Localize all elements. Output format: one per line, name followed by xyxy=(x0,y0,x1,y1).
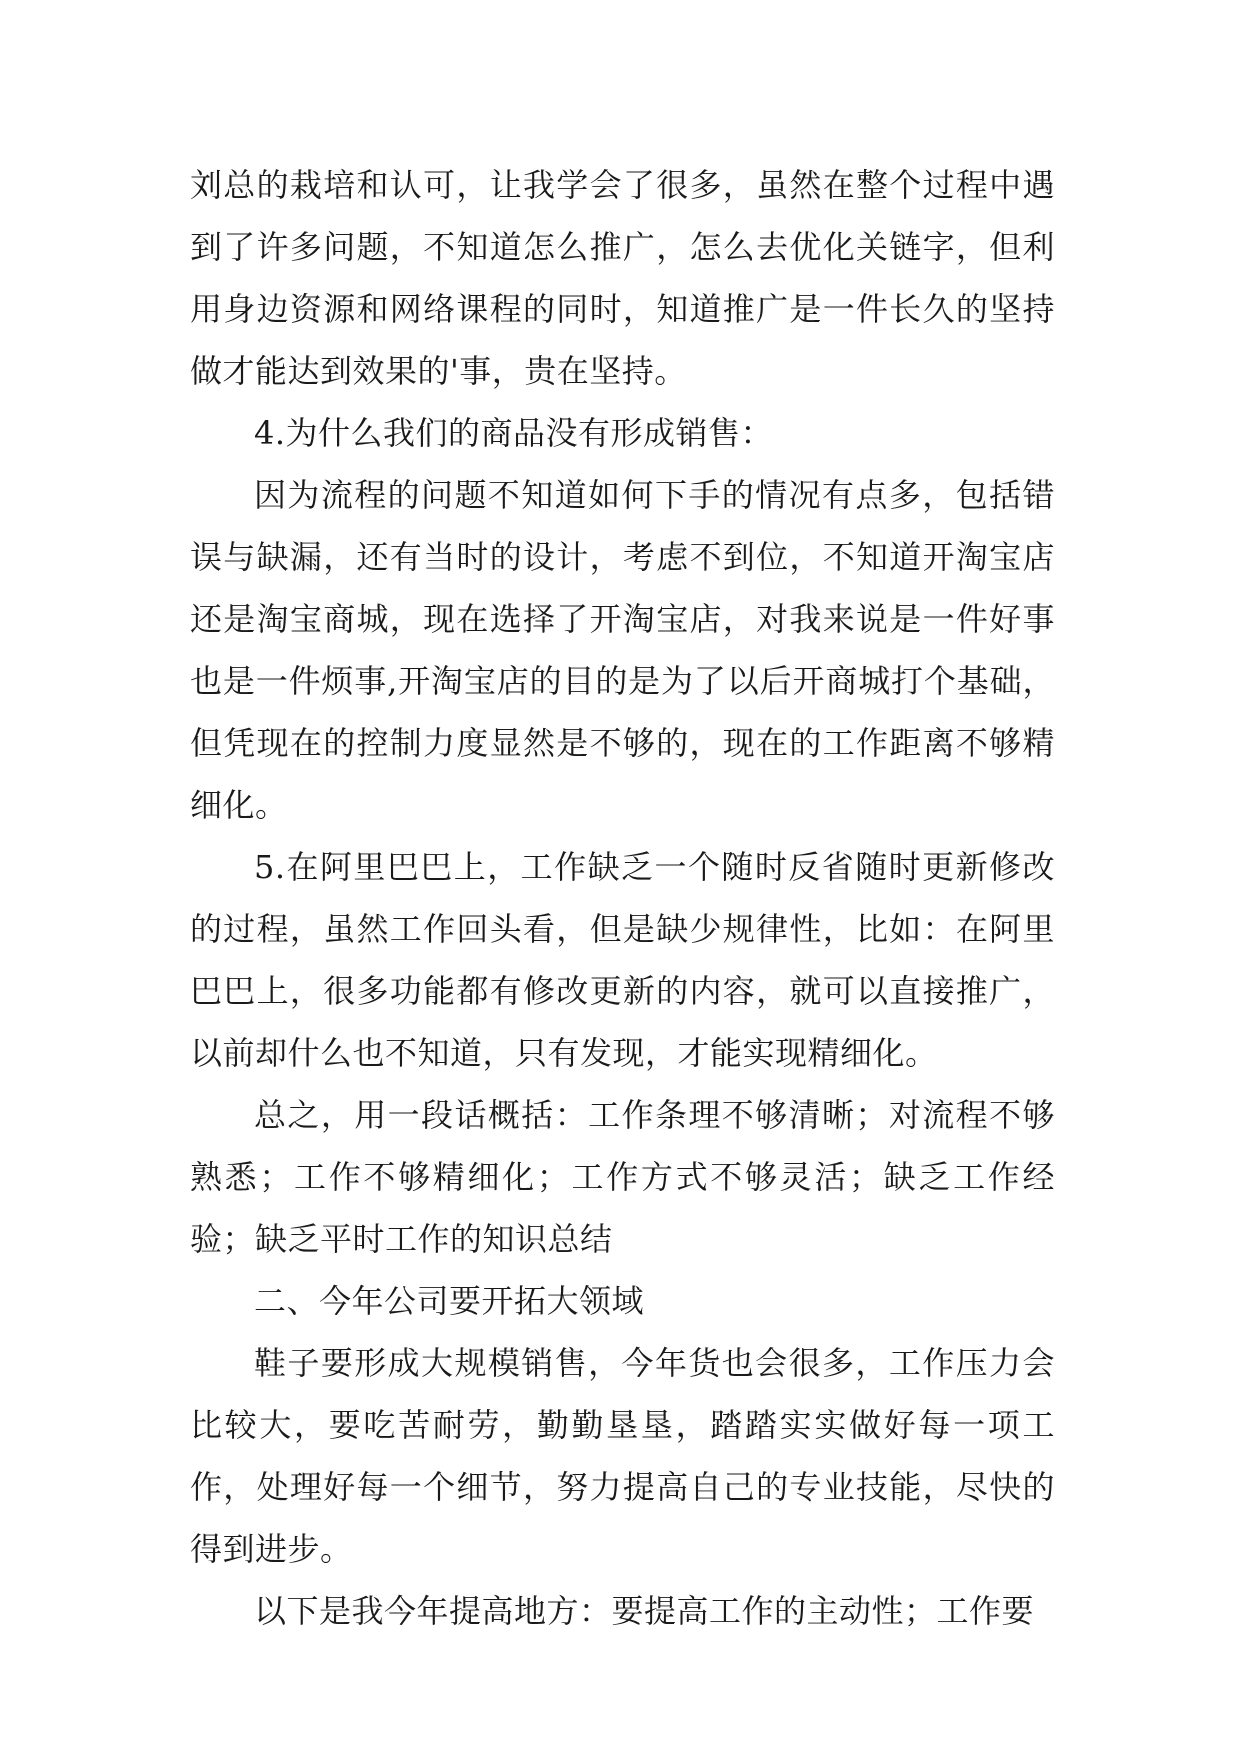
paragraph-1: 刘总的栽培和认可，让我学会了很多，虽然在整个过程中遇到了许多问题，不知道怎么推广，怎么去优化关链字，但利用身边资源和网络课程的同时，知道推广是一件长久的坚持做才能达到效果的'事，贵在坚持。 xyxy=(190,166,1055,390)
paragraph-6-heading: 二、今年公司要开拓大领域 xyxy=(254,1282,645,1320)
paragraph-4: 5.在阿里巴巴上，工作缺乏一个随时反省随时更新修改的过程，虽然工作回头看，但是缺少规律性，比如：在阿里巴巴上，很多功能都有修改更新的内容，就可以直接推广，以前却什么也不知道，只有发现，才能实现精细化。 xyxy=(190,848,1055,1072)
paragraph-7: 鞋子要形成大规模销售，今年货也会很多，工作压力会比较大，要吃苦耐劳，勤勤垦垦，踏踏实实做好每一项工作，处理好每一个细节，努力提高自己的专业技能，尽快的得到进步。 xyxy=(190,1344,1055,1568)
paragraph-8: 以下是我今年提高地方：要提高工作的主动性；工作要 xyxy=(254,1592,1035,1630)
document-body xyxy=(190,154,1055,1642)
paragraph-5-summary: 总之，用一段话概括：工作条理不够清晰；对流程不够熟悉；工作不够精细化；工作方式不够灵活；缺乏工作经验；缺乏平时工作的知识总结 xyxy=(190,1096,1055,1258)
paragraph-2-heading: 4.为什么我们的商品没有形成销售： xyxy=(254,414,774,452)
paragraph-3: 因为流程的问题不知道如何下手的情况有点多，包括错误与缺漏，还有当时的设计，考虑不到位，不知道开淘宝店还是淘宝商城，现在选择了开淘宝店，对我来说是一件好事也是一件烦事,开淘宝店的目的是为了以后开商城打个基础，但凭现在的控制力度显然是不够的，现在的工作距离不够精细化。 xyxy=(190,476,1055,824)
